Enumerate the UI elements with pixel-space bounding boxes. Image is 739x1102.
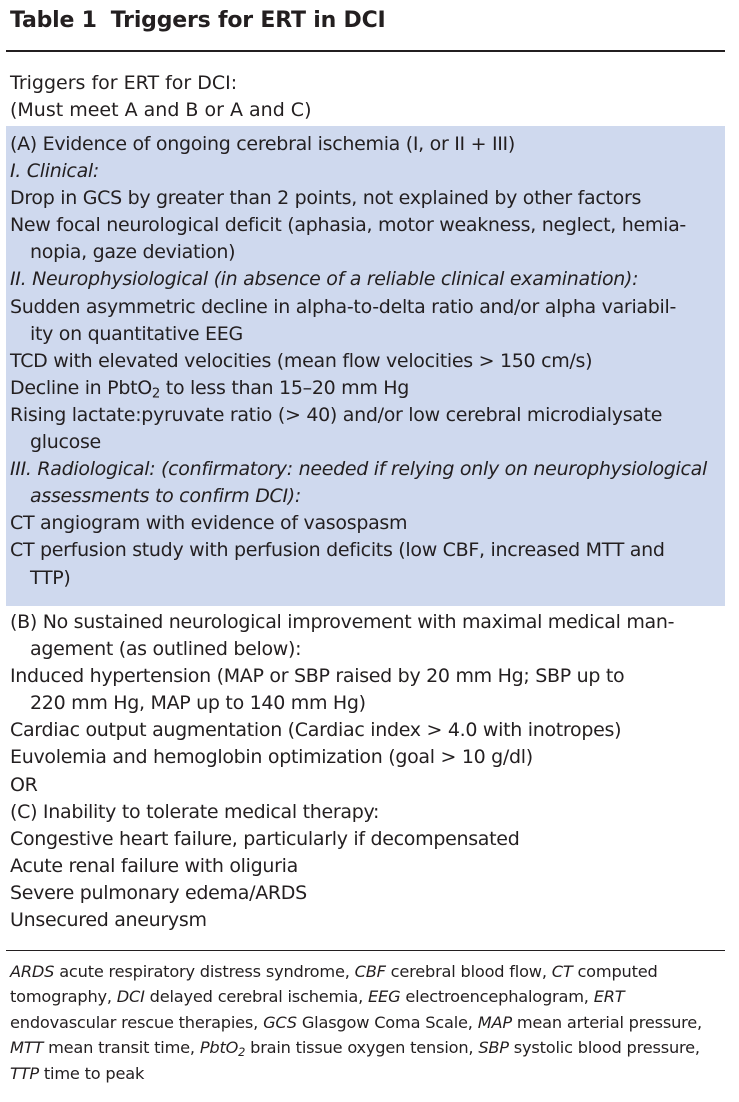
abbreviation: GCS [263,1012,297,1032]
list-item: Unsecured aneurysm [10,909,207,932]
list-item-continued: TTP) [30,566,71,589]
top-rule [6,50,725,52]
abbreviation: EEG [368,987,401,1007]
text-segment: Decline in PbtO [10,376,152,399]
neurophysiological-heading: II. Neurophysiological (in absence of a reliable clinical examination): [10,268,639,291]
table-number: Table 1 [10,8,97,33]
definition: mean arterial pressure, [511,1012,702,1032]
list-item: Rising lactate:pyruvate ratio (> 40) and/or low cerebral microdialysate [10,403,663,426]
list-item: Cardiac output augmentation (Cardiac index > 4.0 with inotropes) [10,719,622,742]
radiological-heading: III. Radiological: (confirmatory: needed if relying only on neurophysiological [10,458,708,481]
list-item [10,375,722,402]
definition: cerebral blood flow, [385,962,552,981]
definition: mean transit time, [43,1038,200,1058]
list-item: Euvolemia and hemoglobin optimization (goal > 10 g/dl) [10,746,533,769]
definition: systolic blood pressure, [508,1038,700,1058]
section-b-heading-continued: agement (as outlined below): [30,638,302,661]
abbreviation: CT [551,962,573,981]
abbreviation: MAP [477,1012,512,1032]
list-item: Drop in GCS by greater than 2 points, not explained by other factors [10,187,642,210]
list-item: CT perfusion study with perfusion deficits (low CBF, increased MTT and [10,539,665,562]
list-item: Acute renal failure with oliguria [10,854,298,877]
section-c-heading: (C) Inability to tolerate medical therapy: [10,800,380,823]
abbreviation: PbtO [199,1038,239,1058]
list-item: Severe pulmonary edema/ARDS [10,881,307,904]
intro-line: Triggers for ERT for DCI: [10,72,238,94]
section-a [10,131,722,592]
abbreviation: CBF [354,962,386,981]
section-b-heading: (B) No sustained neurological improvement with maximal medical man- [10,611,675,633]
definition: endovascular rescue therapies, [10,1012,264,1032]
clinical-heading: I. Clinical: [10,160,99,183]
abbreviations-footnote [10,959,722,1086]
table-title [10,8,386,33]
radiological-heading-continued: assessments to confirm DCI): [30,485,302,508]
abbreviation: SBP [478,1038,509,1058]
section-a-heading: (A) Evidence of ongoing cerebral ischemia (I, or II + III) [10,133,515,155]
list-item-continued: nopia, gaze deviation) [30,241,236,264]
bottom-rule [6,950,725,951]
abbreviation: MTT [10,1038,44,1058]
section-b-c [10,609,722,934]
definition: delayed cerebral ischemia, [144,987,369,1007]
intro-condition: (Must meet A and B or A and C) [10,99,312,121]
list-item: TCD with elevated velocities (mean flow velocities > 150 cm/s) [10,349,593,372]
definition: time to peak [38,1063,145,1083]
abbreviation: DCI [116,987,145,1007]
list-item: CT angiogram with evidence of vasospasm [10,512,408,535]
table-caption: Triggers for ERT in DCI [110,8,386,33]
list-item: Congestive heart failure, particularly if decompensated [10,827,520,850]
or-separator: OR [10,773,38,796]
list-item: Induced hypertension (MAP or SBP raised by 20 mm Hg; SBP up to [10,665,625,688]
definition: Glasgow Coma Scale, [296,1012,478,1032]
subscript: 2 [151,386,161,402]
intro [10,70,722,124]
list-item-continued: ity on quantitative EEG [30,322,243,345]
abbreviation: ARDS [10,962,55,981]
definition: acute respiratory distress syndrome, [54,962,355,981]
definition: electroencephalogram, [400,987,594,1007]
subscript: 2 [238,1045,246,1060]
definition: brain tissue oxygen tension, [245,1038,479,1058]
text-segment: to less than 15–20 mm Hg [160,376,410,399]
list-item-continued: glucose [30,431,101,454]
list-item: New focal neurological deficit (aphasia, motor weakness, neglect, hemia- [10,214,686,237]
list-item: Sudden asymmetric decline in alpha-to-delta ratio and/or alpha variabil- [10,295,677,318]
definition: computed tomography, [10,962,658,1007]
abbreviation: TTP [10,1063,39,1083]
list-item-continued: 220 mm Hg, MAP up to 140 mm Hg) [30,692,366,715]
abbreviation: ERT [593,987,625,1007]
